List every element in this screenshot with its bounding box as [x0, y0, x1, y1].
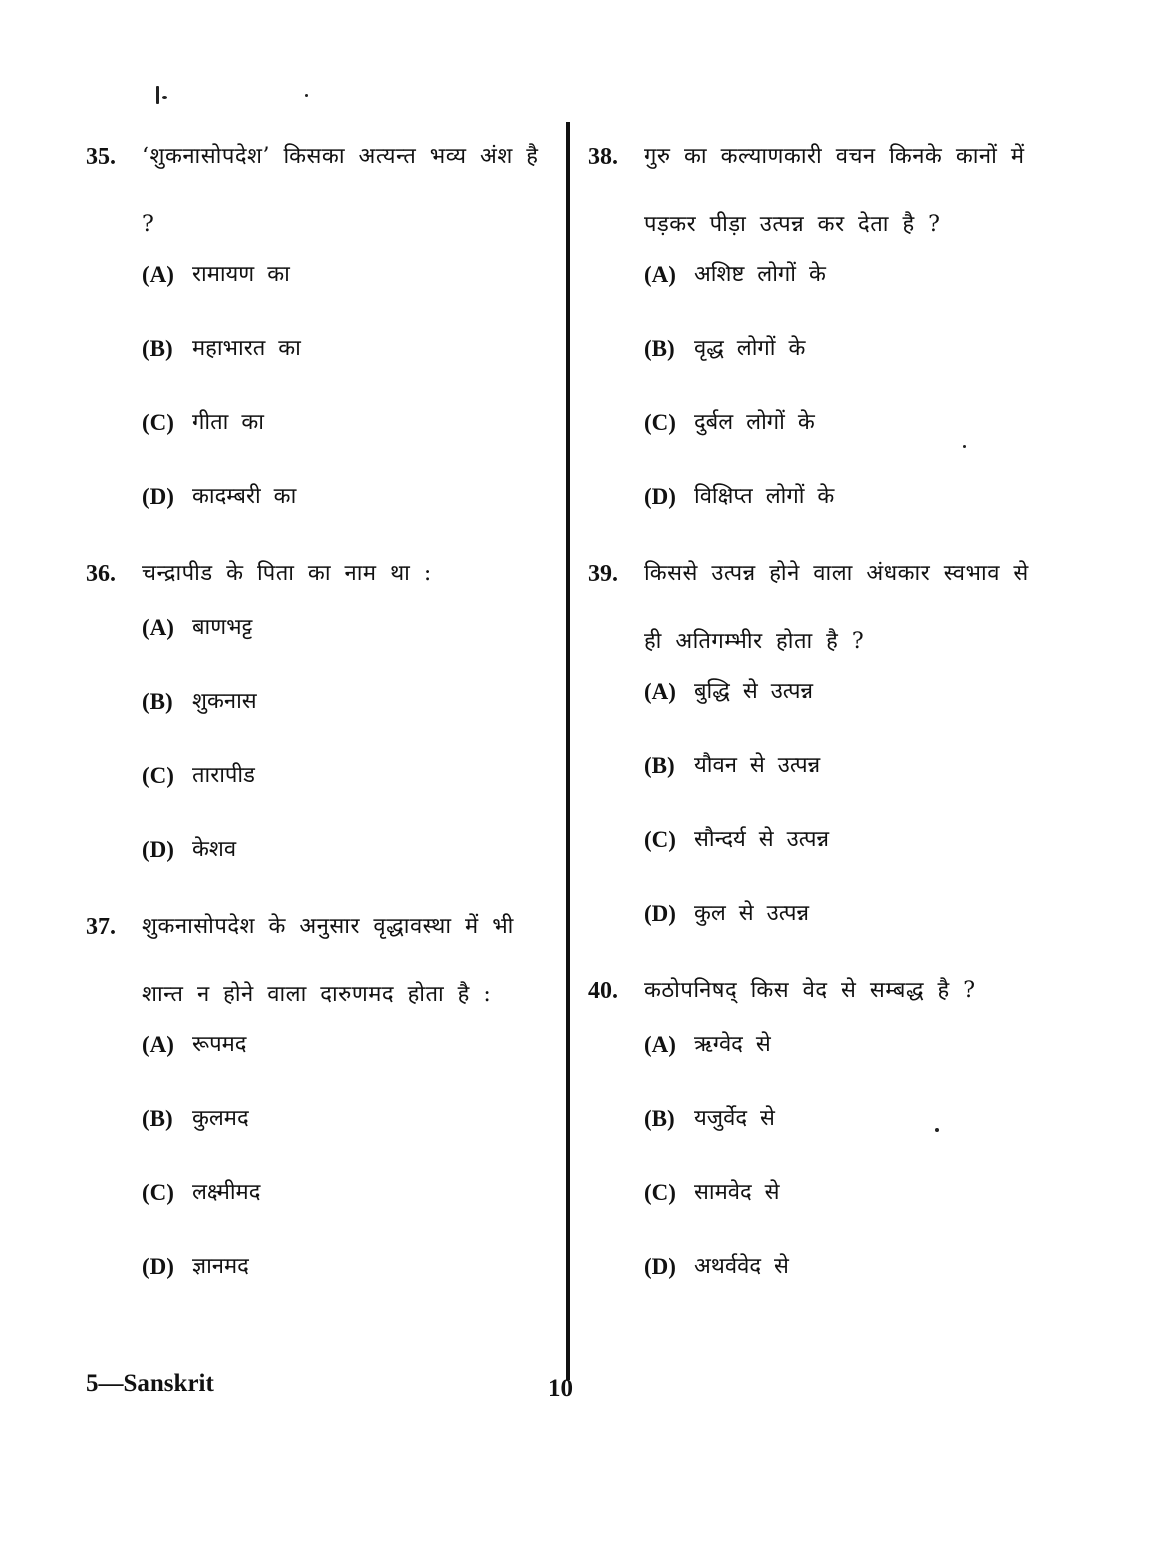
option-letter: (B) [644, 1106, 675, 1131]
option-letter: (D) [142, 837, 174, 862]
option-a[interactable] [142, 259, 556, 333]
left-column [86, 138, 556, 1325]
option-d[interactable] [644, 1251, 1058, 1325]
option-letter: (C) [142, 410, 174, 435]
option-text: रामायण का [192, 262, 290, 287]
option-c[interactable] [644, 407, 1058, 481]
option-letter: (D) [142, 1254, 174, 1279]
option-c[interactable] [644, 1177, 1058, 1251]
option-letter: (C) [644, 1180, 676, 1205]
question-number: 36. [86, 561, 116, 587]
option-a[interactable] [644, 259, 1058, 333]
option-b[interactable] [142, 686, 556, 760]
options-list [588, 259, 1058, 555]
option-letter: (C) [644, 827, 676, 852]
question-text: ‘शुकनासोपदेश’ किसका अत्यन्त भव्य अंश है ? [142, 144, 539, 237]
option-letter: (A) [142, 615, 174, 640]
option-c[interactable] [644, 824, 1058, 898]
option-text: विक्षिप्त लोगों के [694, 484, 835, 509]
option-letter: (B) [142, 1106, 173, 1131]
option-text: बाणभट्ट [192, 615, 253, 640]
option-d[interactable] [142, 1251, 556, 1325]
option-text: दुर्बल लोगों के [694, 410, 815, 435]
question-39 [588, 555, 1058, 676]
option-b[interactable] [644, 333, 1058, 407]
question-text: किससे उत्पन्न होने वाला अंधकार स्वभाव से ही अतिगम्भीर होता है ? [644, 561, 1029, 654]
options-list [86, 1029, 556, 1325]
option-letter: (B) [142, 689, 173, 714]
question-text: शुकनासोपदेश के अनुसार वृद्धावस्था में भी शान्त न होने वाला दारुणमद होता है : [142, 914, 514, 1007]
option-text: सामवेद से [694, 1180, 780, 1205]
option-text: सौन्दर्य से उत्पन्न [694, 827, 830, 852]
option-text: कुलमद [192, 1106, 249, 1131]
option-a[interactable] [644, 1029, 1058, 1103]
option-text: महाभारत का [192, 336, 301, 361]
question-text: कठोपनिषद् किस वेद से सम्बद्ध है ? [644, 978, 976, 1003]
option-b[interactable] [142, 333, 556, 407]
option-letter: (C) [142, 763, 174, 788]
right-column [588, 138, 1058, 1325]
scan-speck [156, 86, 159, 104]
column-divider [566, 122, 570, 1380]
option-text: रूपमद [192, 1032, 247, 1057]
option-letter: (A) [644, 1032, 676, 1057]
question-35 [86, 138, 556, 259]
page-number: 10 [548, 1375, 573, 1402]
question-text: गुरु का कल्याणकारी वचन किनके कानों में पड़कर पीड़ा उत्पन्न कर देता है ? [644, 144, 1025, 237]
question-38 [588, 138, 1058, 259]
option-a[interactable] [644, 676, 1058, 750]
option-letter: (A) [644, 679, 676, 704]
option-b[interactable] [142, 1103, 556, 1177]
option-text: अथर्ववेद से [694, 1254, 789, 1279]
option-c[interactable] [142, 760, 556, 834]
question-number: 38. [588, 144, 618, 170]
option-letter: (A) [142, 1032, 174, 1057]
option-text: तारापीड [192, 763, 255, 788]
option-text: यजुर्वेद से [694, 1106, 775, 1131]
option-text: अशिष्ट लोगों के [694, 262, 826, 287]
option-c[interactable] [142, 1177, 556, 1251]
option-a[interactable] [142, 1029, 556, 1103]
question-number: 39. [588, 561, 618, 587]
option-letter: (B) [644, 336, 675, 361]
option-letter: (C) [142, 1180, 174, 1205]
option-letter: (B) [644, 753, 675, 778]
option-text: केशव [192, 837, 237, 862]
question-number: 35. [86, 144, 116, 170]
option-text: ज्ञानमद [192, 1254, 249, 1279]
option-text: वृद्ध लोगों के [694, 336, 806, 361]
option-text: कुल से उत्पन्न [694, 901, 810, 926]
question-37 [86, 908, 556, 1029]
option-text: गीता का [192, 410, 264, 435]
option-letter: (A) [644, 262, 676, 287]
option-letter: (D) [644, 1254, 676, 1279]
question-number: 37. [86, 914, 116, 940]
options-list [588, 676, 1058, 972]
option-letter: (A) [142, 262, 174, 287]
option-c[interactable] [142, 407, 556, 481]
question-text: चन्द्रापीड के पिता का नाम था : [142, 561, 432, 586]
question-number: 40. [588, 978, 618, 1004]
option-text: कादम्बरी का [192, 484, 297, 509]
option-text: ऋग्वेद से [694, 1032, 771, 1057]
option-a[interactable] [142, 612, 556, 686]
options-list [588, 1029, 1058, 1325]
option-b[interactable] [644, 750, 1058, 824]
option-text: लक्ष्मीमद [192, 1180, 261, 1205]
option-letter: (B) [142, 336, 173, 361]
scan-speck [162, 96, 167, 99]
option-text: बुद्धि से उत्पन्न [694, 679, 814, 704]
options-list [86, 259, 556, 555]
option-text: यौवन से उत्पन्न [694, 753, 821, 778]
question-36 [86, 555, 556, 608]
option-b[interactable] [644, 1103, 1058, 1177]
option-letter: (D) [142, 484, 174, 509]
option-letter: (C) [644, 410, 676, 435]
scan-speck [305, 94, 308, 97]
option-text: शुकनास [192, 689, 257, 714]
option-letter: (D) [644, 901, 676, 926]
options-list [86, 612, 556, 908]
question-40 [588, 972, 1058, 1025]
option-letter: (D) [644, 484, 676, 509]
paper-code: 5—Sanskrit [86, 1370, 214, 1397]
